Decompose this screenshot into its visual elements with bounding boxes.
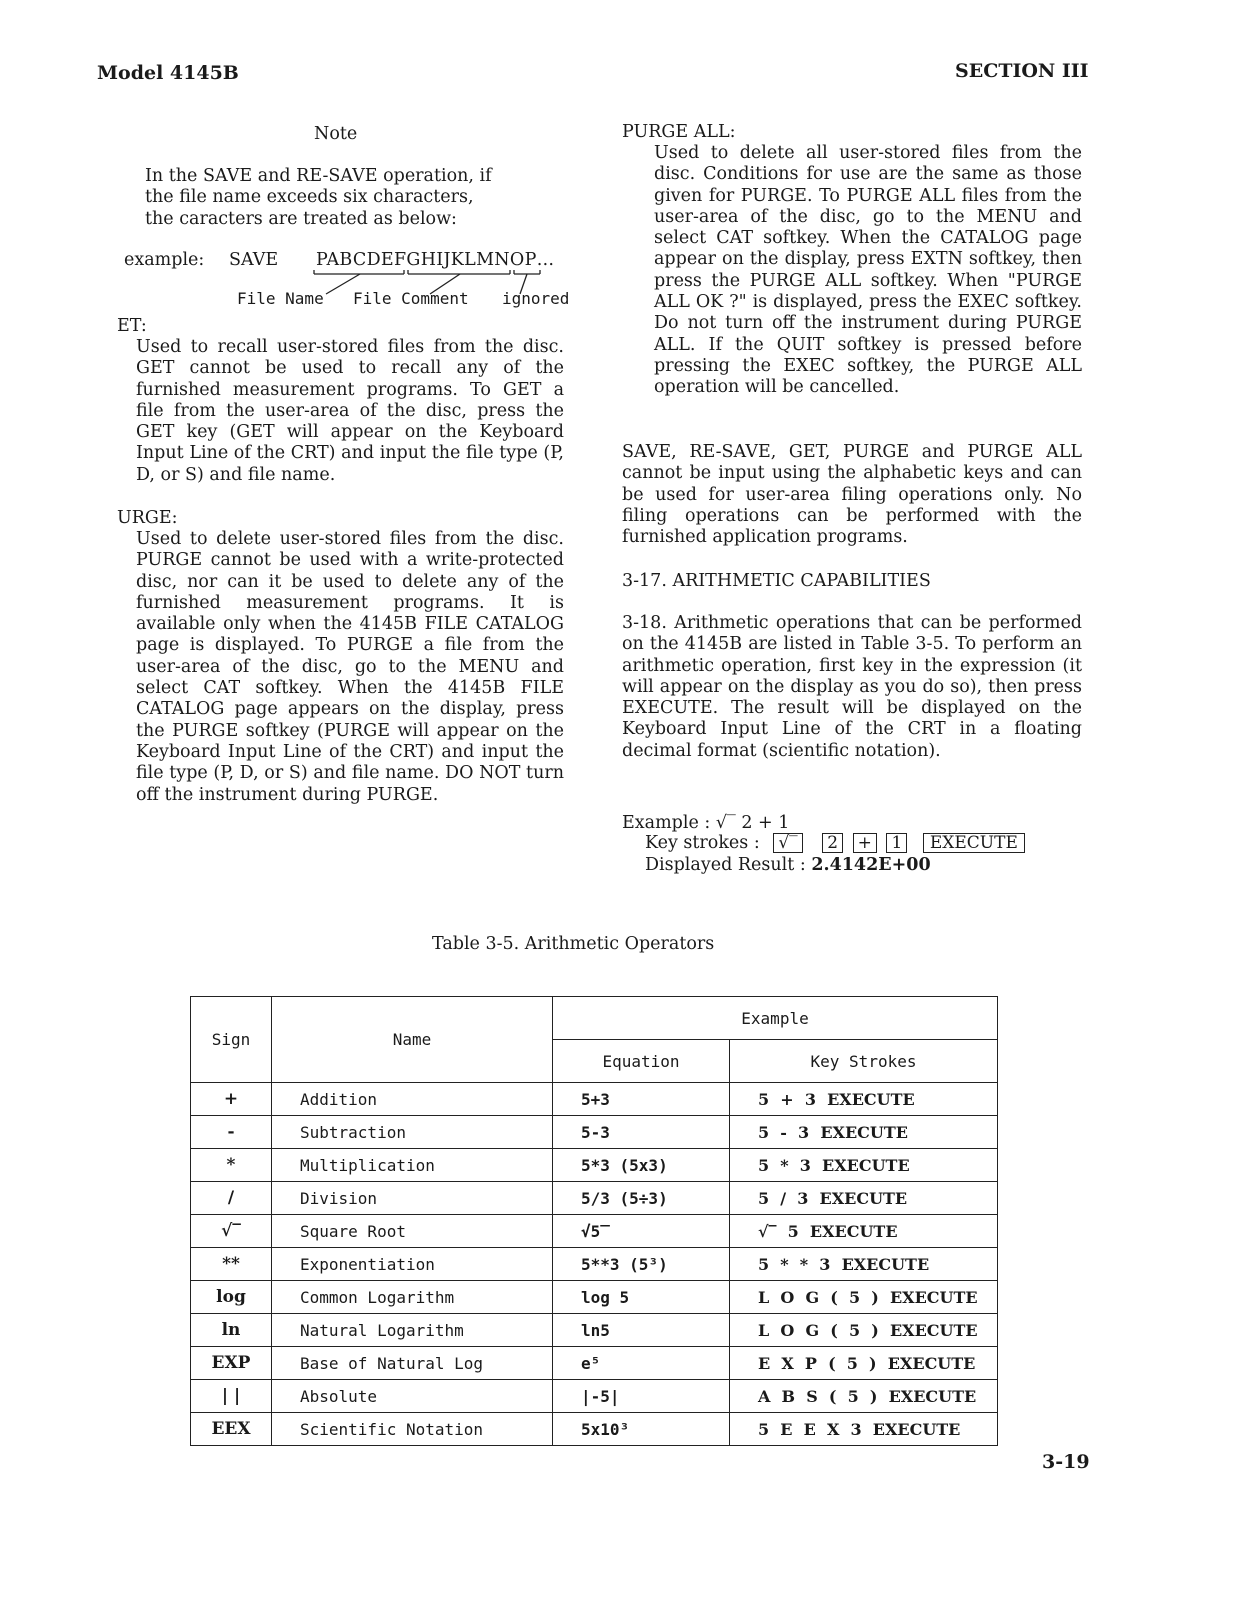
sqrt-key: √‾ xyxy=(773,833,802,853)
header-section: SECTION III xyxy=(955,60,1089,82)
example-label: Example : xyxy=(622,813,711,833)
table-row xyxy=(191,1182,998,1215)
operator-name: Base of Natural Log xyxy=(272,1347,553,1380)
operator-equation: log 5 xyxy=(553,1281,730,1314)
execute-key: EXECUTE xyxy=(923,833,1025,853)
operator-equation: 5+3 xyxy=(553,1083,730,1116)
section-heading: 3-17. ARITHMETIC CAPABILITIES xyxy=(622,571,931,591)
operator-equation: ln5 xyxy=(553,1314,730,1347)
annotation-file-name: File Name xyxy=(237,289,324,308)
operator-equation: √5̅ xyxy=(553,1215,730,1248)
operator-name: Exponentiation xyxy=(272,1248,553,1281)
displayed-result xyxy=(645,855,931,876)
operator-sign: | | xyxy=(191,1380,272,1413)
table-body xyxy=(191,1083,998,1446)
operator-keystrokes: 5 + 3 EXECUTE xyxy=(730,1083,998,1116)
operator-sign: EXP xyxy=(191,1347,272,1380)
result-value: 2.4142E+00 xyxy=(811,855,931,875)
table-row xyxy=(191,1347,998,1380)
header-example: Example xyxy=(553,997,998,1040)
operator-equation: 5x10³ xyxy=(553,1413,730,1446)
section-text: 3-18. Arithmetic operations that can be performed on the 4145B are listed in Table 3-5. To perform an arithmetic operation, first key in the expression (it will appear on the display as you do so), then press EXECUTE. The result will be displayed on the Keyboard Input Line of the CRT in a floating decimal format (scientific notation). xyxy=(622,613,1082,761)
operator-name: Scientific Notation xyxy=(272,1413,553,1446)
example-filename: PABCDEFGHIJKLMNOP… xyxy=(316,250,555,270)
table-row xyxy=(191,1248,998,1281)
operator-keystrokes: L O G ( 5 ) EXECUTE xyxy=(730,1314,998,1347)
operator-sign: √‾ xyxy=(191,1215,272,1248)
header-equation: Equation xyxy=(553,1040,730,1083)
annotation-ignored: ignored xyxy=(502,289,570,308)
operator-equation: 5-3 xyxy=(553,1116,730,1149)
table-row xyxy=(191,1083,998,1116)
operator-sign: log xyxy=(191,1281,272,1314)
purge-all-title: PURGE ALL: xyxy=(622,122,736,142)
operator-equation: |-5| xyxy=(553,1380,730,1413)
table-row xyxy=(191,1215,998,1248)
example-block xyxy=(622,813,789,834)
annotation-file-comment: File Comment xyxy=(353,289,469,308)
table-row xyxy=(191,1314,998,1347)
get-title: ET: xyxy=(117,316,147,336)
example-expression: √‾ 2 + 1 xyxy=(715,813,790,833)
note-body xyxy=(145,166,492,230)
operator-keystrokes: 5 * * 3 EXECUTE xyxy=(730,1248,998,1281)
table-row xyxy=(191,1116,998,1149)
note-line: the file name exceeds six characters, xyxy=(145,187,474,208)
note-title: Note xyxy=(314,124,358,144)
table-row xyxy=(191,1281,998,1314)
operator-name: Square Root xyxy=(272,1215,553,1248)
operator-equation: 5/3 (5÷3) xyxy=(553,1182,730,1215)
table-caption: Table 3-5. Arithmetic Operators xyxy=(432,934,715,954)
operator-equation: 5*3 (5x3) xyxy=(553,1149,730,1182)
operator-name: Addition xyxy=(272,1083,553,1116)
operator-name: Absolute xyxy=(272,1380,553,1413)
operator-sign: / xyxy=(191,1182,272,1215)
example-label: example: xyxy=(124,250,205,270)
note-line: the caracters are treated as below: xyxy=(145,208,457,229)
operator-name: Subtraction xyxy=(272,1116,553,1149)
plus-key: + xyxy=(853,833,877,853)
operator-keystrokes: E X P ( 5 ) EXECUTE xyxy=(730,1347,998,1380)
operator-name: Multiplication xyxy=(272,1149,553,1182)
filing-note: SAVE, RE-SAVE, GET, PURGE and PURGE ALL cannot be input using the alphabetic keys and can be used for user-area filing operations only. No filing operations can be performed with the furnished application programs. xyxy=(622,442,1082,548)
operator-keystrokes: A B S ( 5 ) EXECUTE xyxy=(730,1380,998,1413)
operator-name: Common Logarithm xyxy=(272,1281,553,1314)
example-command: SAVE xyxy=(229,250,279,270)
operator-keystrokes: 5 - 3 EXECUTE xyxy=(730,1116,998,1149)
operator-sign: - xyxy=(191,1116,272,1149)
page-number: 3-19 xyxy=(1042,1451,1090,1473)
table-row xyxy=(191,1149,998,1182)
result-label: Displayed Result : xyxy=(645,855,806,875)
key-1: 1 xyxy=(886,833,907,853)
header-name: Name xyxy=(272,997,553,1083)
operator-keystrokes: √‾ 5 EXECUTE xyxy=(730,1215,998,1248)
header-keystrokes: Key Strokes xyxy=(730,1040,998,1083)
table-row xyxy=(191,1413,998,1446)
arithmetic-operators-table xyxy=(190,996,998,1446)
header-sign: Sign xyxy=(191,997,272,1083)
purge-title: URGE: xyxy=(117,508,178,528)
operator-sign: + xyxy=(191,1083,272,1116)
keystrokes-row xyxy=(645,833,1029,854)
operator-sign: EEX xyxy=(191,1413,272,1446)
get-text: Used to recall user-stored files from the disc. GET cannot be used to recall any of the furnished measurement programs. To GET a file from the user-area of the disc, press the GET key (GET will appear on the Keyboard Input Line of the CRT) and input the file type (P, D, or S) and file name. xyxy=(136,337,564,485)
operator-keystrokes: 5 / 3 EXECUTE xyxy=(730,1182,998,1215)
keystrokes-label: Key strokes : xyxy=(645,833,760,853)
purge-text: Used to delete user-stored files from the disc. PURGE cannot be used with a write-protected disc, nor can it be used to delete any of the furnished measurement programs. It is available only when the 4145B FILE CATALOG page is displayed. To PURGE a file from the user-area of the disc, go to the MENU and select CAT softkey. When the 4145B FILE CATALOG page appears on the display, press the PURGE softkey (PURGE will appear on the Keyboard Input Line of the CRT) and input the file type (P, D, or S) and file name. DO NOT turn off the instrument during PURGE. xyxy=(136,529,564,805)
operator-equation: e⁵ xyxy=(553,1347,730,1380)
operator-keystrokes: 5 E E X 3 EXECUTE xyxy=(730,1413,998,1446)
operator-keystrokes: L O G ( 5 ) EXECUTE xyxy=(730,1281,998,1314)
operator-sign: ln xyxy=(191,1314,272,1347)
table-row xyxy=(191,1380,998,1413)
operator-name: Division xyxy=(272,1182,553,1215)
operator-name: Natural Logarithm xyxy=(272,1314,553,1347)
operator-sign: * xyxy=(191,1149,272,1182)
header-model: Model 4145B xyxy=(97,62,239,84)
operator-keystrokes: 5 * 3 EXECUTE xyxy=(730,1149,998,1182)
operator-equation: 5**3 (5³) xyxy=(553,1248,730,1281)
note-line: In the SAVE and RE-SAVE operation, if xyxy=(145,166,492,186)
key-2: 2 xyxy=(822,833,843,853)
operator-sign: ** xyxy=(191,1248,272,1281)
purge-all-text: Used to delete all user-stored files from the disc. Conditions for use are the same as those given for PURGE. To PURGE ALL files from the user-area of the disc, go to the MENU and select CAT softkey. When the CATALOG page appear on the display, press EXTN softkey, then press the PURGE ALL softkey. When "PURGE ALL OK ?" is displayed, press the EXEC softkey. Do not turn off the instrument during PURGE ALL. If the QUIT softkey is pressed before pressing the EXEC softkey, the PURGE ALL operation will be cancelled. xyxy=(654,143,1082,398)
